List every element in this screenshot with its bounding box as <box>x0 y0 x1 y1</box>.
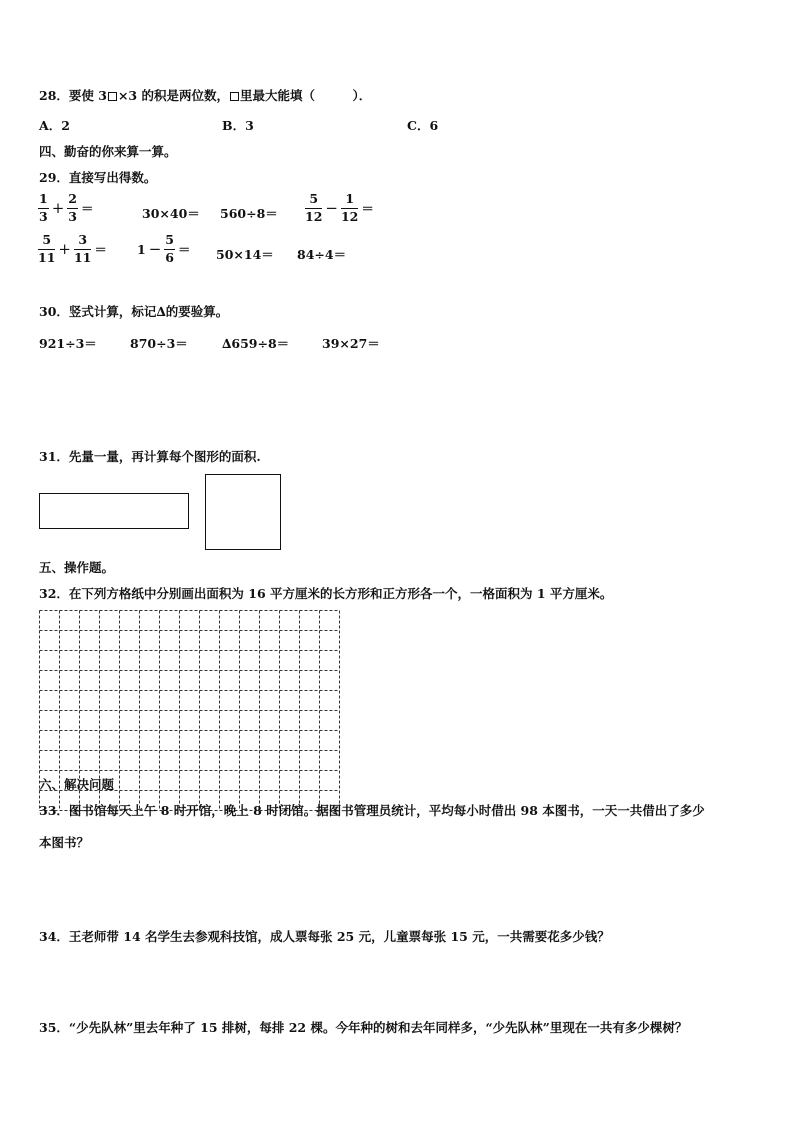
fraction: $\frac{1}{3}$ <box>39 191 48 224</box>
q29-expr-6: 1 − $\frac{5}{6}$ ＝ <box>137 232 191 265</box>
q28-option-b: B．3 <box>222 118 254 133</box>
q30-item-4: 39×27＝ <box>322 336 380 351</box>
q29-expr-2: 30×40＝ <box>142 206 200 221</box>
fraction: $\frac{5}{12}$ <box>305 191 323 224</box>
q29-expr-4: $\frac{5}{12}$ − $\frac{1}{12}$ ＝ <box>305 191 374 224</box>
q29-title: 29．直接写出得数。 <box>39 170 157 185</box>
q30-item-2: 870÷3＝ <box>130 336 188 351</box>
q35-text: 35．“少先队林”里去年种了 15 排树，每排 22 棵。今年种的树和去年同样多，“少先队林”里现在一共有多少棵树？ <box>39 1020 688 1035</box>
q28-option-c: C．6 <box>407 118 439 133</box>
q32-title: 32．在下列方格纸中分别画出面积为 16 平方厘米的长方形和正方形各一个，一格面积为 1 平方厘米。 <box>39 586 613 601</box>
fraction: $\frac{5}{11}$ <box>38 232 56 265</box>
section-6-heading: 六、解决问题 <box>39 777 115 792</box>
blank-box-icon <box>230 92 239 101</box>
fraction: $\frac{2}{3}$ <box>68 191 77 224</box>
q29-expr-7: 50×14＝ <box>216 247 274 262</box>
q28-stem: 28．要使 3 ×3 的积是两位数， 里最大能填（ ）． <box>39 88 372 103</box>
q29-expr-8: 84÷4＝ <box>297 247 347 262</box>
fraction: $\frac{3}{11}$ <box>73 232 92 265</box>
q30-item-1: 921÷3＝ <box>39 336 97 351</box>
section-5-heading: 五、操作题。 <box>39 560 115 575</box>
square-figure <box>205 474 281 550</box>
fraction: $\frac{1}{12}$ <box>340 191 359 224</box>
q31-title: 31．先量一量，再计算每个图形的面积. <box>39 449 261 464</box>
q30-title: 30．竖式计算，标记∆的要验算。 <box>39 304 229 319</box>
rectangle-figure <box>39 493 189 529</box>
q30-item-3: ∆659÷8＝ <box>222 336 290 351</box>
blank-box-icon <box>108 92 117 101</box>
q29-expr-1: $\frac{1}{3}$ + $\frac{2}{3}$ ＝ <box>39 191 94 224</box>
q29-expr-3: 560÷8＝ <box>220 206 278 221</box>
q28-option-a: A．2 <box>39 118 70 133</box>
q33-line-2: 本图书？ <box>39 835 90 850</box>
fraction: $\frac{5}{6}$ <box>165 232 174 265</box>
q33-line-1: 33．图书馆每天上午 8 时开馆，晚上 8 时闭馆。据图书管理员统计，平均每小时借出 98 本图书，一天一共借出了多少 <box>39 803 705 818</box>
section-4-heading: 四、勤奋的你来算一算。 <box>39 144 177 159</box>
q34-text: 34．王老师带 14 名学生去参观科技馆，成人票每张 25 元，儿童票每张 15 元，一共需要花多少钱？ <box>39 929 610 944</box>
q29-expr-5: $\frac{5}{11}$ + $\frac{3}{11}$ ＝ <box>38 232 107 265</box>
